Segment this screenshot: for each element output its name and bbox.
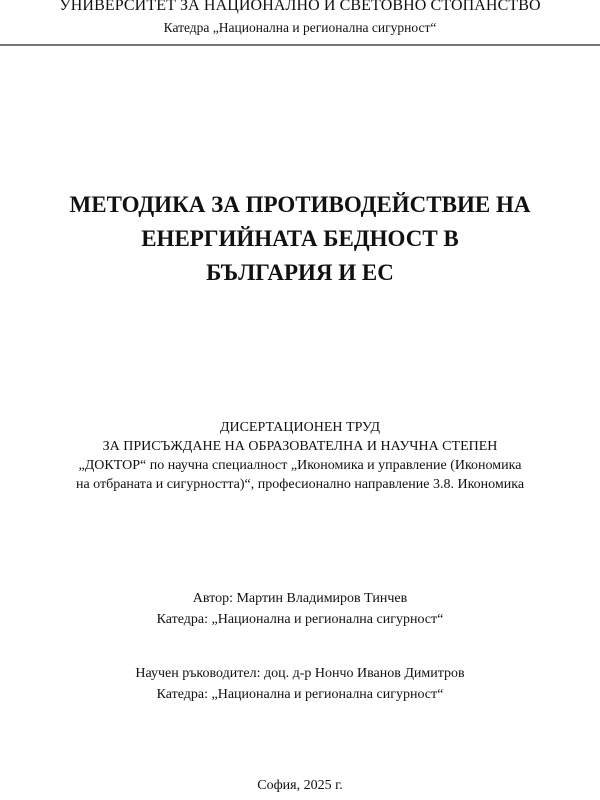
- department-header: Катедра „Национална и регионална сигурност“: [163, 20, 437, 35]
- description-line: на отбраната и сигурността)“, професионално направление 3.8. Икономика: [75, 477, 525, 492]
- dissertation-description: [0, 418, 600, 494]
- dissertation-title: [0, 188, 600, 290]
- title-line: ЕНЕРГИЙНАТА БЕДНОСТ В: [141, 226, 459, 251]
- description-line: ЗА ПРИСЪЖДАНЕ НА ОБРАЗОВАТЕЛНА И НАУЧНА СТЕПЕН: [102, 439, 498, 454]
- author-block: [0, 588, 600, 630]
- title-line: БЪЛГАРИЯ И ЕС: [206, 260, 394, 285]
- description-line: „ДОКТОР“ по научна специалност „Икономика и управление (Икономика: [78, 458, 522, 473]
- header-divider: [0, 44, 600, 46]
- place-and-year: София, 2025 г.: [257, 778, 343, 793]
- university-name: УНИВЕРСИТЕТ ЗА НАЦИОНАЛНО И СВЕТОВНО СТОПАНСТВО: [59, 0, 541, 14]
- title-line: МЕТОДИКА ЗА ПРОТИВОДЕЙСТВИЕ НА: [69, 192, 531, 217]
- description-line: ДИСЕРТАЦИОНЕН ТРУД: [219, 420, 381, 435]
- supervisor-name: Научен ръководител: доц. д-р Нончо Иванов Димитров: [135, 666, 465, 681]
- author-name: Автор: Мартин Владимиров Тинчев: [192, 591, 408, 606]
- supervisor-department: Катедра: „Национална и регионална сигурност“: [156, 687, 444, 702]
- author-department: Катедра: „Национална и регионална сигурност“: [156, 612, 444, 627]
- supervisor-block: [0, 663, 600, 705]
